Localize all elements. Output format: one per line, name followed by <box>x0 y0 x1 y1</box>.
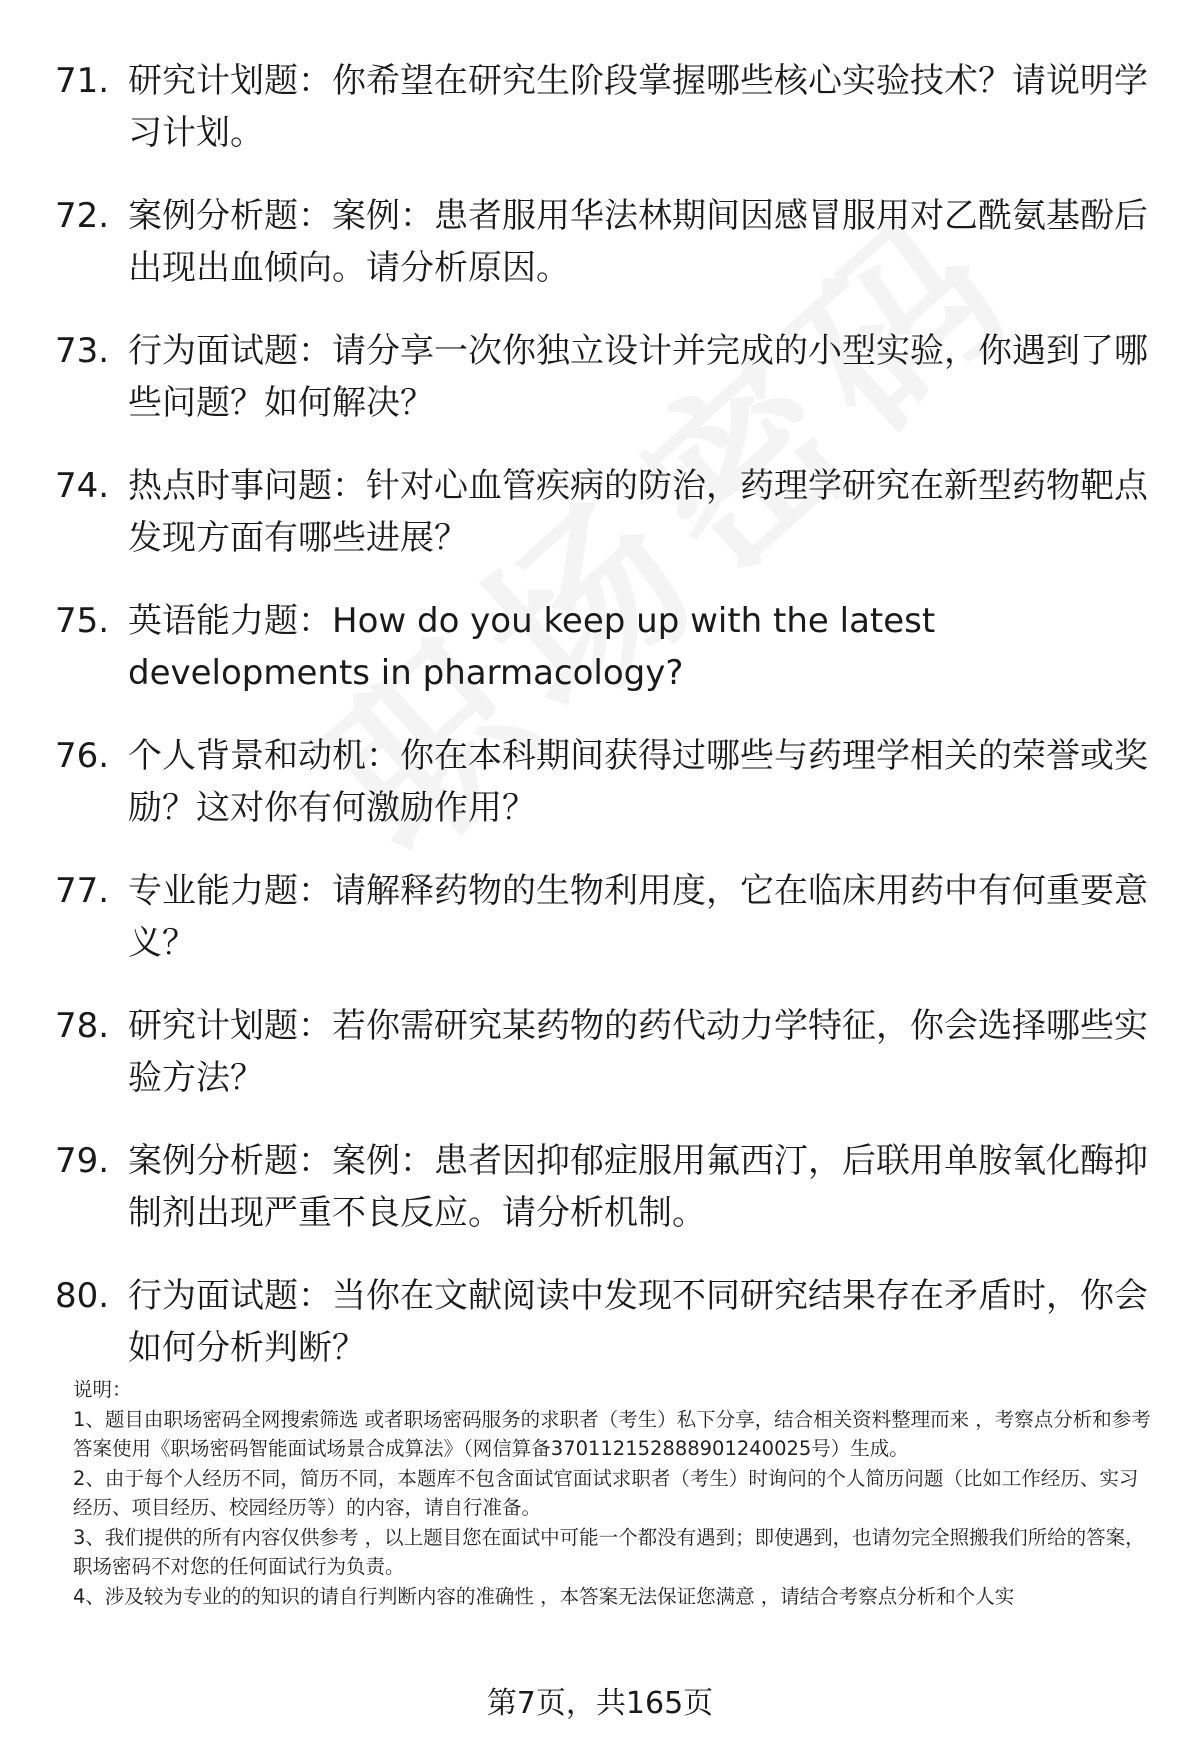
question-item <box>0 460 1200 595</box>
question-number: 71. <box>55 61 110 101</box>
question-text: 研究计划题：你希望在研究生阶段掌握哪些核心实验技术？请说明学习计划。 <box>128 61 1148 153</box>
question-item <box>0 865 1200 1000</box>
question-number: 78. <box>55 1006 110 1046</box>
notes-heading: 说明： <box>73 1378 132 1401</box>
question-item <box>0 1000 1200 1135</box>
question-list <box>0 55 1200 1405</box>
question-number: 79. <box>55 1141 110 1181</box>
page-footer: 第7页，共165页 <box>486 1686 714 1721</box>
question-text: 行为面试题：当你在文献阅读中发现不同研究结果存在矛盾时，你会如何分析判断？ <box>128 1276 1148 1368</box>
question-item <box>0 1135 1200 1270</box>
question-item <box>0 55 1200 190</box>
question-number: 77. <box>55 871 110 911</box>
question-number: 76. <box>55 736 110 776</box>
question-number: 75. <box>55 601 110 641</box>
note-item: 1、题目由职场密码全网搜索筛选 或者职场密码服务的求职者（考生）私下分享，结合相关资料整理而来 ，考察点分析和参考答案使用《职场密码智能面试场景合成算法》（网信算备370112152888901240025号）生成。 <box>73 1407 1151 1460</box>
question-item <box>0 595 1200 730</box>
note-item: 3、我们提供的所有内容仅供参考 ，以上题目您在面试中可能一个都没有遇到；即使遇到，也请勿完全照搬我们所给的答案，职场密码不对您的任何面试行为负责。 <box>73 1525 1145 1578</box>
question-text: 热点时事问题：针对心血管疾病的防治，药理学研究在新型药物靶点发现方面有哪些进展？ <box>128 466 1148 558</box>
question-item <box>0 730 1200 865</box>
question-number: 80. <box>55 1276 110 1316</box>
note-item: 4、涉及较为专业的的知识的请自行判断内容的准确性 ，本答案无法保证您满意 ，请结合考察点分析和个人实 <box>73 1584 1015 1608</box>
question-text: 研究计划题：若你需研究某药物的药代动力学特征，你会选择哪些实验方法？ <box>128 1006 1148 1098</box>
question-number: 73. <box>55 331 110 371</box>
notes-section <box>73 1375 1153 1611</box>
question-text: 行为面试题：请分享一次你独立设计并完成的小型实验，你遇到了哪些问题？如何解决？ <box>128 331 1148 423</box>
question-text: 专业能力题：请解释药物的生物利用度，它在临床用药中有何重要意义？ <box>128 871 1148 963</box>
question-number: 74. <box>55 466 110 506</box>
question-number: 72. <box>55 196 110 236</box>
question-item <box>0 190 1200 325</box>
question-text: 案例分析题：案例：患者服用华法林期间因感冒服用对乙酰氨基酚后出现出血倾向。请分析原因。 <box>128 196 1148 288</box>
question-text: 个人背景和动机：你在本科期间获得过哪些与药理学相关的荣誉或奖励？这对你有何激励作用？ <box>128 736 1148 828</box>
question-text: 案例分析题：案例：患者因抑郁症服用氟西汀，后联用单胺氧化酶抑制剂出现严重不良反应。请分析机制。 <box>128 1141 1148 1233</box>
note-item: 2、由于每个人经历不同，简历不同，本题库不包含面试官面试求职者（考生）时询问的个人简历问题（比如工作经历、实习经历、项目经历、校园经历等）的内容，请自行准备。 <box>73 1466 1139 1519</box>
question-item <box>0 325 1200 460</box>
question-text: 英语能力题：How do you keep up with the latest developments in pharmacology? <box>128 601 936 693</box>
